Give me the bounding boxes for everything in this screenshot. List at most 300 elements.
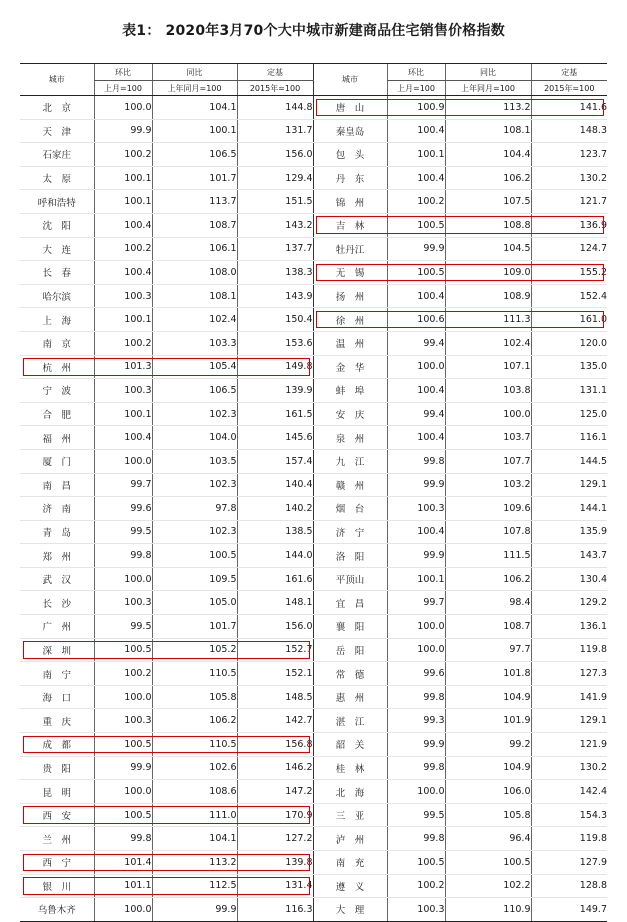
yoy-value-right: 103.8 (445, 379, 531, 403)
table-row (20, 119, 607, 143)
city-name-right: 南 充 (313, 851, 387, 875)
yoy-value-left: 105.2 (152, 638, 237, 662)
mom-value-left: 100.0 (94, 96, 152, 120)
mom-value-right: 100.5 (387, 213, 445, 237)
city-name-left: 厦 门 (20, 449, 94, 473)
mom-value-left: 99.9 (94, 119, 152, 143)
mom-value-left: 99.9 (94, 756, 152, 780)
mom-value-right: 100.3 (387, 497, 445, 521)
yoy-value-right: 101.9 (445, 709, 531, 733)
yoy-value-right: 108.7 (445, 615, 531, 639)
mom-value-right: 100.4 (387, 520, 445, 544)
mom-value-left: 99.7 (94, 473, 152, 497)
mom-value-right: 99.9 (387, 237, 445, 261)
table-row (20, 898, 607, 922)
yoy-value-left: 104.0 (152, 426, 237, 450)
mom-value-left: 100.0 (94, 780, 152, 804)
mom-value-right: 100.4 (387, 379, 445, 403)
header-yoy-base-left: 上年同月=100 (152, 81, 237, 96)
mom-value-left: 100.3 (94, 591, 152, 615)
yoy-value-right: 109.0 (445, 261, 531, 285)
yoy-value-left: 113.7 (152, 190, 237, 214)
yoy-value-right: 107.1 (445, 355, 531, 379)
fixed-value-right: 119.8 (531, 827, 607, 851)
city-name-right: 金 华 (313, 355, 387, 379)
fixed-value-right: 136.1 (531, 615, 607, 639)
fixed-value-left: 144.8 (237, 96, 313, 120)
city-name-right: 温 州 (313, 331, 387, 355)
table-row (20, 567, 607, 591)
city-name-left: 呼和浩特 (20, 190, 94, 214)
yoy-value-right: 110.9 (445, 898, 531, 922)
header-yoy-base-right: 上年同月=100 (445, 81, 531, 96)
yoy-value-left: 104.1 (152, 96, 237, 120)
yoy-value-right: 103.7 (445, 426, 531, 450)
city-name-right: 遵 义 (313, 874, 387, 898)
mom-value-right: 100.4 (387, 426, 445, 450)
mom-value-left: 100.1 (94, 166, 152, 190)
city-name-right: 九 江 (313, 449, 387, 473)
yoy-value-right: 113.2 (445, 96, 531, 120)
mom-value-left: 100.5 (94, 638, 152, 662)
yoy-value-left: 97.8 (152, 497, 237, 521)
table-row (20, 166, 607, 190)
yoy-value-left: 108.6 (152, 780, 237, 804)
fixed-value-left: 143.2 (237, 213, 313, 237)
fixed-value-right: 142.4 (531, 780, 607, 804)
yoy-value-right: 103.2 (445, 473, 531, 497)
table-row (20, 284, 607, 308)
yoy-value-left: 102.3 (152, 473, 237, 497)
table-row (20, 426, 607, 450)
city-name-right: 桂 林 (313, 756, 387, 780)
yoy-value-right: 107.5 (445, 190, 531, 214)
city-name-right: 洛 阳 (313, 544, 387, 568)
yoy-value-right: 104.4 (445, 143, 531, 167)
yoy-value-right: 104.9 (445, 756, 531, 780)
yoy-value-right: 106.2 (445, 166, 531, 190)
yoy-value-right: 99.2 (445, 733, 531, 757)
yoy-value-left: 102.6 (152, 756, 237, 780)
yoy-value-left: 102.4 (152, 308, 237, 332)
fixed-value-left: 129.4 (237, 166, 313, 190)
fixed-value-right: 124.7 (531, 237, 607, 261)
yoy-value-left: 103.5 (152, 449, 237, 473)
city-name-left: 南 宁 (20, 662, 94, 686)
yoy-value-right: 108.1 (445, 119, 531, 143)
table-row (20, 520, 607, 544)
fixed-value-left: 138.3 (237, 261, 313, 285)
mom-value-right: 100.5 (387, 851, 445, 875)
mom-value-right: 99.5 (387, 803, 445, 827)
city-name-left: 海 口 (20, 685, 94, 709)
mom-value-right: 100.0 (387, 638, 445, 662)
mom-value-right: 100.0 (387, 355, 445, 379)
yoy-value-right: 109.6 (445, 497, 531, 521)
yoy-value-left: 102.3 (152, 520, 237, 544)
header-mom-right: 环比 (387, 64, 445, 81)
mom-value-left: 100.5 (94, 733, 152, 757)
fixed-value-right: 131.1 (531, 379, 607, 403)
city-name-left: 福 州 (20, 426, 94, 450)
table-row (20, 780, 607, 804)
header-fixed-left: 定基 (237, 64, 313, 81)
mom-value-right: 99.9 (387, 544, 445, 568)
fixed-value-left: 170.9 (237, 803, 313, 827)
yoy-value-left: 105.8 (152, 685, 237, 709)
table-row (20, 143, 607, 167)
mom-value-right: 100.5 (387, 261, 445, 285)
fixed-value-right: 127.9 (531, 851, 607, 875)
city-name-right: 唐 山 (313, 96, 387, 120)
city-name-right: 常 德 (313, 662, 387, 686)
city-name-left: 济 南 (20, 497, 94, 521)
city-name-right: 韶 关 (313, 733, 387, 757)
mom-value-left: 99.5 (94, 615, 152, 639)
yoy-value-right: 100.5 (445, 851, 531, 875)
yoy-value-right: 106.0 (445, 780, 531, 804)
city-name-left: 兰 州 (20, 827, 94, 851)
table-row (20, 803, 607, 827)
yoy-value-left: 110.5 (152, 733, 237, 757)
mom-value-left: 101.1 (94, 874, 152, 898)
city-name-left: 杭 州 (20, 355, 94, 379)
table-row (20, 402, 607, 426)
city-name-left: 郑 州 (20, 544, 94, 568)
mom-value-left: 100.0 (94, 898, 152, 922)
city-name-right: 秦皇岛 (313, 119, 387, 143)
yoy-value-left: 103.3 (152, 331, 237, 355)
header-fixed-base-right: 2015年=100 (531, 81, 607, 96)
fixed-value-left: 139.8 (237, 851, 313, 875)
mom-value-left: 101.4 (94, 851, 152, 875)
fixed-value-right: 135.0 (531, 355, 607, 379)
fixed-value-left: 161.5 (237, 402, 313, 426)
mom-value-left: 100.0 (94, 685, 152, 709)
mom-value-right: 99.7 (387, 591, 445, 615)
table-row (20, 685, 607, 709)
city-name-left: 昆 明 (20, 780, 94, 804)
mom-value-left: 100.4 (94, 213, 152, 237)
fixed-value-left: 156.0 (237, 615, 313, 639)
fixed-value-right: 141.6 (531, 96, 607, 120)
yoy-value-right: 96.4 (445, 827, 531, 851)
yoy-value-left: 111.0 (152, 803, 237, 827)
fixed-value-right: 128.8 (531, 874, 607, 898)
fixed-value-right: 144.1 (531, 497, 607, 521)
table-row (20, 379, 607, 403)
mom-value-right: 99.6 (387, 662, 445, 686)
fixed-value-left: 148.5 (237, 685, 313, 709)
mom-value-right: 99.9 (387, 733, 445, 757)
yoy-value-right: 102.4 (445, 331, 531, 355)
mom-value-left: 100.4 (94, 261, 152, 285)
city-name-left: 重 庆 (20, 709, 94, 733)
yoy-value-right: 104.5 (445, 237, 531, 261)
fixed-value-right: 154.3 (531, 803, 607, 827)
yoy-value-right: 105.8 (445, 803, 531, 827)
city-name-left: 石家庄 (20, 143, 94, 167)
yoy-value-left: 106.5 (152, 379, 237, 403)
mom-value-right: 100.2 (387, 874, 445, 898)
fixed-value-right: 130.2 (531, 166, 607, 190)
yoy-value-right: 107.7 (445, 449, 531, 473)
mom-value-left: 100.3 (94, 709, 152, 733)
yoy-value-left: 101.7 (152, 166, 237, 190)
city-name-right: 吉 林 (313, 213, 387, 237)
fixed-value-left: 153.6 (237, 331, 313, 355)
city-name-left: 乌鲁木齐 (20, 898, 94, 922)
fixed-value-left: 137.7 (237, 237, 313, 261)
city-name-left: 合 肥 (20, 402, 94, 426)
city-name-left: 太 原 (20, 166, 94, 190)
city-name-left: 深 圳 (20, 638, 94, 662)
yoy-value-left: 108.7 (152, 213, 237, 237)
mom-value-right: 100.3 (387, 898, 445, 922)
table-row (20, 733, 607, 757)
fixed-value-right: 120.0 (531, 331, 607, 355)
mom-value-left: 100.0 (94, 449, 152, 473)
table-row (20, 615, 607, 639)
mom-value-left: 100.2 (94, 143, 152, 167)
header-fixed-base-left: 2015年=100 (237, 81, 313, 96)
fixed-value-right: 129.1 (531, 473, 607, 497)
city-name-left: 南 京 (20, 331, 94, 355)
mom-value-right: 100.1 (387, 567, 445, 591)
city-name-left: 武 汉 (20, 567, 94, 591)
fixed-value-left: 138.5 (237, 520, 313, 544)
yoy-value-left: 100.1 (152, 119, 237, 143)
mom-value-left: 100.5 (94, 803, 152, 827)
fixed-value-left: 156.0 (237, 143, 313, 167)
header-yoy-left: 同比 (152, 64, 237, 81)
table-row (20, 331, 607, 355)
mom-value-left: 100.1 (94, 190, 152, 214)
city-name-right: 大 理 (313, 898, 387, 922)
table-row (20, 591, 607, 615)
city-name-left: 青 岛 (20, 520, 94, 544)
yoy-value-left: 105.4 (152, 355, 237, 379)
yoy-value-left: 101.7 (152, 615, 237, 639)
mom-value-right: 100.2 (387, 190, 445, 214)
city-name-left: 贵 阳 (20, 756, 94, 780)
mom-value-right: 100.0 (387, 615, 445, 639)
city-name-right: 包 头 (313, 143, 387, 167)
mom-value-right: 100.4 (387, 119, 445, 143)
fixed-value-left: 142.7 (237, 709, 313, 733)
mom-value-right: 100.9 (387, 96, 445, 120)
price-index-table (20, 63, 607, 922)
city-name-right: 宜 昌 (313, 591, 387, 615)
fixed-value-right: 144.5 (531, 449, 607, 473)
mom-value-left: 100.2 (94, 662, 152, 686)
city-name-left: 西 宁 (20, 851, 94, 875)
yoy-value-left: 106.1 (152, 237, 237, 261)
fixed-value-left: 161.6 (237, 567, 313, 591)
fixed-value-left: 150.4 (237, 308, 313, 332)
header-yoy-right: 同比 (445, 64, 531, 81)
fixed-value-right: 141.9 (531, 685, 607, 709)
mom-value-right: 99.4 (387, 331, 445, 355)
city-name-right: 北 海 (313, 780, 387, 804)
mom-value-right: 100.4 (387, 166, 445, 190)
city-name-left: 上 海 (20, 308, 94, 332)
header-mom-left: 环比 (94, 64, 152, 81)
yoy-value-right: 102.2 (445, 874, 531, 898)
mom-value-right: 99.8 (387, 685, 445, 709)
table-row (20, 709, 607, 733)
fixed-value-left: 157.4 (237, 449, 313, 473)
mom-value-right: 100.4 (387, 284, 445, 308)
city-name-right: 岳 阳 (313, 638, 387, 662)
header-mom-base-right: 上月=100 (387, 81, 445, 96)
fixed-value-right: 121.9 (531, 733, 607, 757)
fixed-value-left: 147.2 (237, 780, 313, 804)
mom-value-right: 100.0 (387, 780, 445, 804)
city-name-right: 赣 州 (313, 473, 387, 497)
fixed-value-left: 127.2 (237, 827, 313, 851)
city-name-right: 泉 州 (313, 426, 387, 450)
table-body (20, 96, 607, 922)
table-row (20, 544, 607, 568)
table-row (20, 638, 607, 662)
mom-value-left: 99.6 (94, 497, 152, 521)
table-row (20, 827, 607, 851)
fixed-value-left: 146.2 (237, 756, 313, 780)
yoy-value-right: 101.8 (445, 662, 531, 686)
city-name-right: 泸 州 (313, 827, 387, 851)
fixed-value-left: 144.0 (237, 544, 313, 568)
table-title: 表1： 2020年3月70个大中城市新建商品住宅销售价格指数 (122, 23, 505, 39)
yoy-value-left: 110.5 (152, 662, 237, 686)
yoy-value-right: 104.9 (445, 685, 531, 709)
yoy-value-right: 106.2 (445, 567, 531, 591)
mom-value-left: 100.2 (94, 331, 152, 355)
mom-value-right: 99.4 (387, 402, 445, 426)
city-name-right: 锦 州 (313, 190, 387, 214)
city-name-left: 天 津 (20, 119, 94, 143)
yoy-value-left: 99.9 (152, 898, 237, 922)
yoy-value-right: 108.9 (445, 284, 531, 308)
yoy-value-right: 98.4 (445, 591, 531, 615)
fixed-value-right: 121.7 (531, 190, 607, 214)
fixed-value-right: 130.2 (531, 756, 607, 780)
fixed-value-left: 116.3 (237, 898, 313, 922)
fixed-value-left: 139.9 (237, 379, 313, 403)
fixed-value-right: 129.2 (531, 591, 607, 615)
table-row (20, 497, 607, 521)
yoy-value-left: 108.0 (152, 261, 237, 285)
table-header (20, 64, 607, 96)
city-name-right: 蚌 埠 (313, 379, 387, 403)
city-name-right: 惠 州 (313, 685, 387, 709)
fixed-value-right: 129.1 (531, 709, 607, 733)
city-name-right: 扬 州 (313, 284, 387, 308)
fixed-value-left: 148.1 (237, 591, 313, 615)
fixed-value-right: 127.3 (531, 662, 607, 686)
table-row (20, 261, 607, 285)
table-row (20, 96, 607, 120)
fixed-value-left: 152.1 (237, 662, 313, 686)
fixed-value-right: 155.2 (531, 261, 607, 285)
fixed-value-right: 152.4 (531, 284, 607, 308)
header-mom-base-left: 上月=100 (94, 81, 152, 96)
city-name-left: 成 都 (20, 733, 94, 757)
fixed-value-left: 149.8 (237, 355, 313, 379)
fixed-value-right: 135.9 (531, 520, 607, 544)
fixed-value-right: 143.7 (531, 544, 607, 568)
mom-value-left: 100.1 (94, 402, 152, 426)
fixed-value-right: 116.1 (531, 426, 607, 450)
yoy-value-left: 108.1 (152, 284, 237, 308)
table-row (20, 308, 607, 332)
mom-value-left: 100.3 (94, 284, 152, 308)
mom-value-right: 100.6 (387, 308, 445, 332)
mom-value-left: 100.2 (94, 237, 152, 261)
city-name-left: 哈尔滨 (20, 284, 94, 308)
mom-value-left: 99.8 (94, 827, 152, 851)
city-name-right: 安 庆 (313, 402, 387, 426)
city-name-right: 无 锡 (313, 261, 387, 285)
mom-value-left: 100.1 (94, 308, 152, 332)
yoy-value-left: 113.2 (152, 851, 237, 875)
city-name-left: 长 沙 (20, 591, 94, 615)
mom-value-right: 99.3 (387, 709, 445, 733)
city-name-right: 牡丹江 (313, 237, 387, 261)
city-name-right: 三 亚 (313, 803, 387, 827)
mom-value-left: 99.5 (94, 520, 152, 544)
fixed-value-left: 156.8 (237, 733, 313, 757)
yoy-value-right: 100.0 (445, 402, 531, 426)
mom-value-left: 100.4 (94, 426, 152, 450)
yoy-value-left: 112.5 (152, 874, 237, 898)
fixed-value-left: 145.6 (237, 426, 313, 450)
mom-value-right: 99.8 (387, 449, 445, 473)
fixed-value-left: 151.5 (237, 190, 313, 214)
mom-value-left: 99.8 (94, 544, 152, 568)
fixed-value-left: 140.2 (237, 497, 313, 521)
yoy-value-right: 97.7 (445, 638, 531, 662)
header-fixed-right: 定基 (531, 64, 607, 81)
mom-value-left: 100.3 (94, 379, 152, 403)
header-city-left: 城市 (20, 64, 94, 96)
city-name-left: 银 川 (20, 874, 94, 898)
city-name-left: 南 昌 (20, 473, 94, 497)
yoy-value-left: 106.5 (152, 143, 237, 167)
mom-value-right: 99.9 (387, 473, 445, 497)
city-name-left: 宁 波 (20, 379, 94, 403)
fixed-value-right: 161.0 (531, 308, 607, 332)
city-name-left: 北 京 (20, 96, 94, 120)
mom-value-left: 101.3 (94, 355, 152, 379)
yoy-value-left: 100.5 (152, 544, 237, 568)
city-name-left: 大 连 (20, 237, 94, 261)
fixed-value-right: 119.8 (531, 638, 607, 662)
fixed-value-right: 125.0 (531, 402, 607, 426)
fixed-value-right: 130.4 (531, 567, 607, 591)
yoy-value-right: 107.8 (445, 520, 531, 544)
table-row (20, 449, 607, 473)
city-name-right: 济 宁 (313, 520, 387, 544)
table-row (20, 874, 607, 898)
table-row (20, 237, 607, 261)
city-name-right: 丹 东 (313, 166, 387, 190)
yoy-value-right: 108.8 (445, 213, 531, 237)
fixed-value-right: 136.9 (531, 213, 607, 237)
fixed-value-right: 148.3 (531, 119, 607, 143)
city-name-left: 西 安 (20, 803, 94, 827)
fixed-value-left: 140.4 (237, 473, 313, 497)
